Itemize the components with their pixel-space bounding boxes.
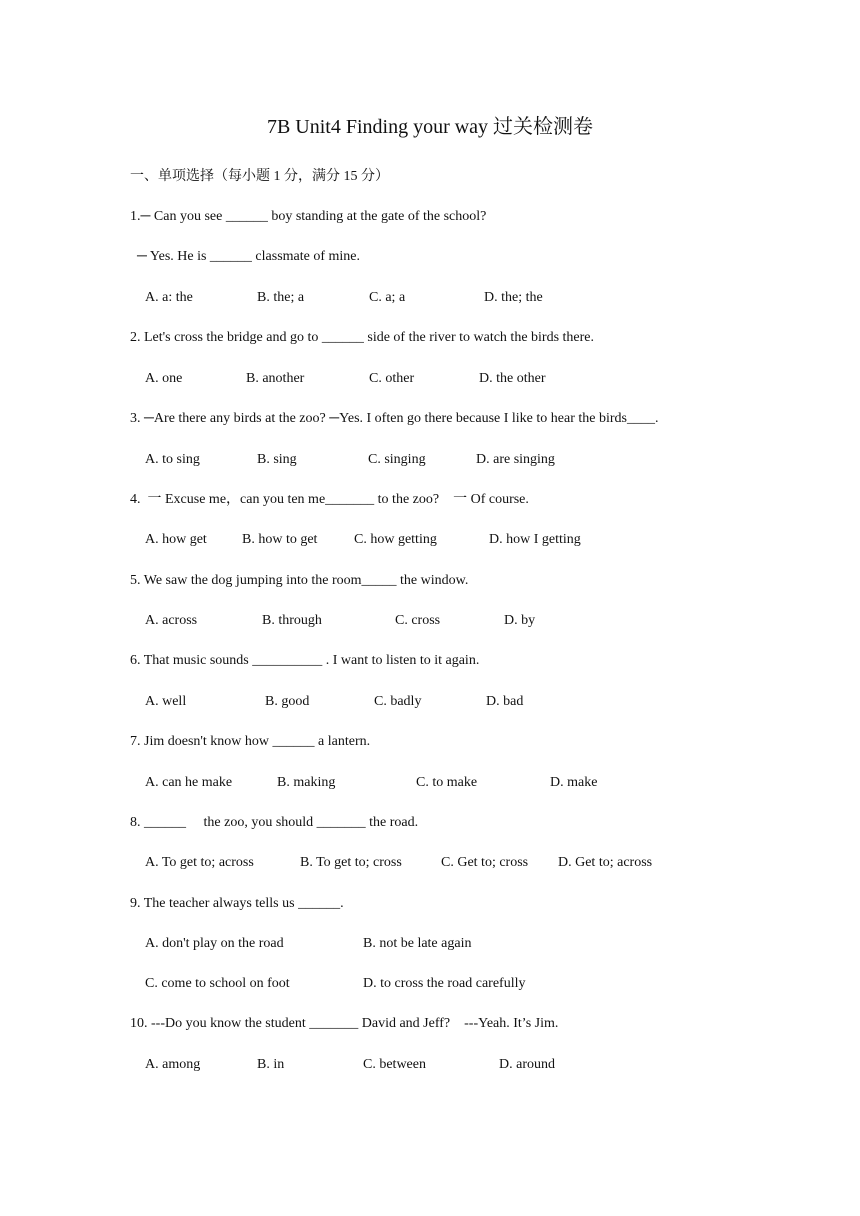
question-6-option-b: B. good bbox=[265, 694, 310, 709]
question-8-option-c: C. Get to; cross bbox=[441, 855, 529, 870]
question-7-option-d: D. make bbox=[550, 775, 598, 790]
question-3-option-d: D. are singing bbox=[476, 452, 555, 467]
question-1-option-a: A. a: the bbox=[145, 290, 193, 305]
question-1-option-c: C. a; a bbox=[369, 290, 406, 305]
question-7-line-1: 7. Jim doesn't know how ______ a lantern. bbox=[130, 734, 371, 749]
question-4-option-d: D. how I getting bbox=[489, 532, 581, 547]
question-1-option-b: B. the; a bbox=[257, 290, 305, 305]
question-1-line-2: ─ Yes. He is ______ classmate of mine. bbox=[130, 249, 361, 264]
question-2-option-d: D. the other bbox=[479, 371, 546, 386]
question-4-option-a: A. how get bbox=[145, 532, 207, 547]
question-4-option-c: C. how getting bbox=[354, 532, 437, 547]
question-3-line-1: 3. ─Are there any birds at the zoo? ─Yes. I often go there because I like to hear the birds____. bbox=[130, 411, 659, 426]
question-7-option-a: A. can he make bbox=[145, 775, 233, 790]
question-9-option-d: D. to cross the road carefully bbox=[363, 976, 526, 991]
question-10-option-d: D. around bbox=[499, 1057, 555, 1072]
question-5-option-b: B. through bbox=[262, 613, 322, 628]
question-3-option-b: B. sing bbox=[257, 452, 297, 467]
question-3-option-c: C. singing bbox=[368, 452, 426, 467]
question-2-option-b: B. another bbox=[246, 371, 305, 386]
question-8-option-d: D. Get to; across bbox=[558, 855, 653, 870]
question-8-option-b: B. To get to; cross bbox=[300, 855, 402, 870]
question-6-option-a: A. well bbox=[145, 694, 187, 709]
question-8-option-a: A. To get to; across bbox=[145, 855, 254, 870]
question-7-option-c: C. to make bbox=[416, 775, 478, 790]
question-1-option-d: D. the; the bbox=[484, 290, 543, 305]
question-9-option-a: A. don't play on the road bbox=[145, 936, 284, 951]
question-6-option-d: D. bad bbox=[486, 694, 524, 709]
question-9-option-c: C. come to school on foot bbox=[145, 976, 290, 991]
question-5-option-d: D. by bbox=[504, 613, 536, 628]
question-9-line-1: 9. The teacher always tells us ______. bbox=[130, 896, 344, 911]
page-title: 7B Unit4 Finding your way 过关检测卷 bbox=[266, 116, 594, 138]
question-2-option-c: C. other bbox=[369, 371, 415, 386]
question-4-option-b: B. how to get bbox=[242, 532, 318, 547]
question-10-option-c: C. between bbox=[363, 1057, 426, 1072]
section-heading: 一、单项选择（每小题 1 分，满分 15 分） bbox=[130, 169, 389, 184]
question-5-line-1: 5. We saw the dog jumping into the room_____ the window. bbox=[130, 573, 469, 588]
question-7-option-b: B. making bbox=[277, 775, 336, 790]
question-8-line-1: 8. ______ the zoo, you should _______ the road. bbox=[130, 815, 419, 830]
question-2-option-a: A. one bbox=[145, 371, 183, 386]
question-5-option-a: A. across bbox=[145, 613, 198, 628]
question-1-line-1: 1.─ Can you see ______ boy standing at the gate of the school? bbox=[130, 209, 487, 224]
question-5-option-c: C. cross bbox=[395, 613, 441, 628]
question-10-line-1: 10. ---Do you know the student _______ David and Jeff? ---Yeah. It’s Jim. bbox=[130, 1016, 559, 1031]
question-6-option-c: C. badly bbox=[374, 694, 422, 709]
question-10-option-b: B. in bbox=[257, 1057, 285, 1072]
question-2-line-1: 2. Let's cross the bridge and go to ______ side of the river to watch the birds there. bbox=[130, 330, 595, 345]
question-9-option-b: B. not be late again bbox=[363, 936, 472, 951]
question-4-line-1: 4. 一 Excuse me，can you ten me_______ to the zoo? 一 Of course. bbox=[130, 492, 529, 507]
question-6-line-1: 6. That music sounds __________ . I want to listen to it again. bbox=[130, 653, 480, 668]
question-3-option-a: A. to sing bbox=[145, 452, 200, 467]
question-10-option-a: A. among bbox=[145, 1057, 201, 1072]
